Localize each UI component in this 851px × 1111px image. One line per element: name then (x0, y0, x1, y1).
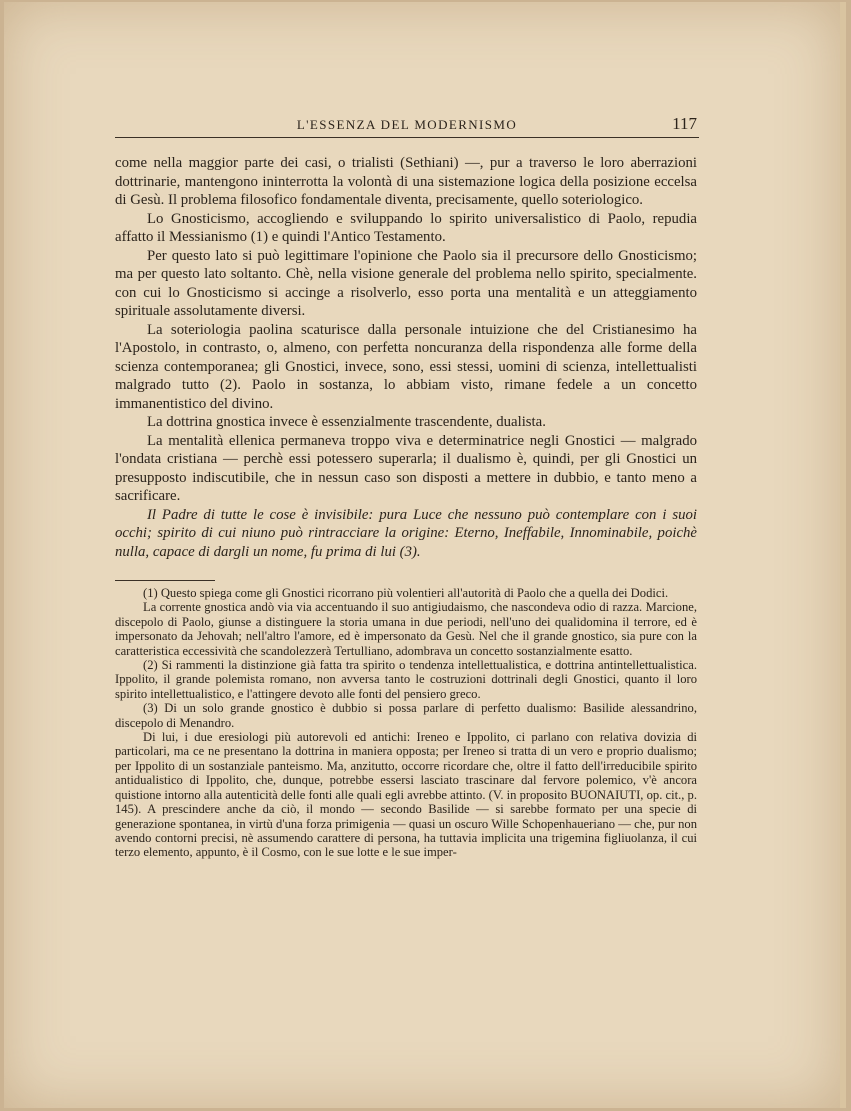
running-title: L'ESSENZA DEL MODERNISMO (296, 117, 518, 132)
body-paragraph: Lo Gnosticismo, accogliendo e sviluppando lo spirito universalistico di Paolo, repudia affatto il Messianismo (1) e quindi l'Antico Testamento. (115, 210, 697, 245)
body-paragraph: Per questo lato si può legittimare l'opinione che Paolo sia il precursore dello Gnosticismo; ma per questo lato soltanto. Chè, nella visione generale del problema nello spirito, specialmente. con cui lo Gnosticismo si accinge a risolverlo, esso porta una mentalità e un atteggiamento spirituale assolutamente diversi. (115, 247, 697, 319)
footnote: (1) Questo spiega come gli Gnostici ricorrano più volentieri all'autorità di Paolo che a quella dei Dodici. (143, 586, 669, 600)
footnote: Di lui, i due eresiologi più autorevoli ed antichi: Ireneo e Ippolito, ci parlano con relativa dovizia di particolari, ma ce ne presentano la dottrina in maniera opposta; per Ireneo si tratta di un vero e proprio dualismo; per Ippolito di un sostanziale panteismo. Ma, anzitutto, occorre ricordare che, oltre il fatto dell'irreducibile spirito antidualistico di Ippolito, che, dunque, potrebbe essersi lasciato trascinare dal fervore polemico, v'è ancora quistione intorno alla autenticità delle fonti alle quali egli avrebbe attinto. (V. in proposito BUONAIUTI, op. cit., p. 145). A prescindere anche da ciò, il mondo — secondo Basilide — si sarebbe formato per una specie di generazione spontanea, in virtù d'una forza primigenia — quasi un oscuro Wille Schopenhaueriano — che, pur non avendo contorni precisi, nè assumendo carattere di persona, ha tuttavia implicita una trigemina figliuolanza, il cui terzo elemento, appunto, è il Cosmo, con le sue lotte e le sue imper- (115, 730, 697, 860)
footnote: (2) Si rammenti la distinzione già fatta tra spirito o tendenza intellettualistica, e dottrina antintellettualistica. Ippolito, il grande polemista romano, non avversa tanto le costruzioni dottrinali degli Gnostici, quanto il loro spirito intellettualistico, e l'attingere devoto alle fonti del pensiero greco. (115, 658, 697, 701)
footnote: La corrente gnostica andò via via accentuando il suo antigiudaismo, che nascondeva odio di razza. Marcione, discepolo di Paolo, giunse a distinguere la storia umana in due periodi, nell'uno dei qualidomina il terrore, ed è impersonato da Jehovah; nell'altro l'amore, ed è impersonato da Gesù. Nel che il grande gnostico, sia pure con la caratteristica eccessività che scandolezzerà Tertulliano, adombrava un concetto sostanzialmente esatto. (115, 600, 697, 658)
body-paragraph: come nella maggior parte dei casi, o trialisti (Sethiani) —, pur a traverso le loro aberrazioni dottrinarie, mantengono ininterrotta la volontà di una sistemazione logica della posizione eccelsa di Gesù. Il problema filosofico fondamentale diventa, precisamente, quello soteriologico. (115, 155, 697, 208)
footnotes (115, 586, 697, 860)
footnote-rule (115, 580, 215, 581)
header-rule (115, 137, 699, 138)
body-paragraph: La mentalità ellenica permaneva troppo viva e determinatrice negli Gnostici — malgrado l'ondata cristiana — perchè essi potessero superarla; il dualismo è, quindi, per gli Gnostici un presupposto indiscutibile, che in nessun caso son disposti a mettere in dubbio, e tanto meno a sacrificare. (115, 432, 697, 504)
quote-paragraph: Il Padre di tutte le cose è invisibile: pura Luce che nessuno può contemplare con i suoi occhi; spirito di cui niuno può rintracciare la origine: Eterno, Ineffabile, Innominabile, poichè nulla, capace di dargli un nome, fu prima di lui (3). (115, 506, 697, 560)
page-number: 117 (672, 114, 697, 133)
body-paragraph: La dottrina gnostica invece è essenzialmente trascendente, dualista. (147, 414, 546, 430)
page-header (115, 113, 699, 137)
main-text (115, 154, 697, 561)
footnote: (3) Di un solo grande gnostico è dubbio si possa parlare di perfetto dualismo: Basilide alessandrino, discepolo di Menandro. (115, 701, 697, 730)
body-paragraph: La soteriologia paolina scaturisce dalla personale intuizione che del Cristianesimo ha l'Apostolo, in contrasto, o, almeno, con perfetta noncuranza della rispondenza alle forme della scienza contemporanea; gli Gnostici, invece, sono, essi stessi, uomini di scienza, intellettualisti malgrado tutto (2). Paolo in sostanza, lo abbiam visto, rimane fedele a un concetto immanentistico del divino. (115, 321, 697, 412)
